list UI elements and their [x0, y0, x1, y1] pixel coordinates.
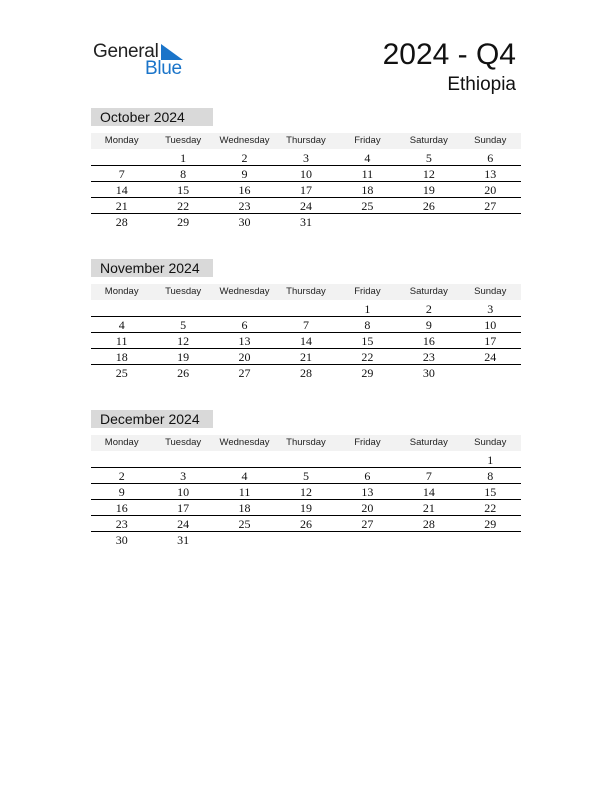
day-cell: 14 — [422, 485, 435, 499]
weekday-label: Sunday — [474, 135, 507, 146]
day-cell — [214, 301, 275, 316]
day-cell — [214, 532, 275, 548]
day-cell — [460, 532, 521, 548]
day-cell — [398, 214, 459, 230]
day-cell: 29 — [484, 517, 497, 531]
week-row — [91, 452, 521, 468]
weekday-label: Thursday — [286, 286, 326, 297]
day-cell: 13 — [484, 167, 497, 181]
day-cell: 18 — [361, 183, 374, 197]
day-cell: 20 — [238, 350, 251, 364]
month-title: December 2024 — [91, 410, 213, 428]
day-cell: 28 — [115, 215, 128, 229]
day-cell: 3 — [487, 302, 494, 316]
week-row — [91, 532, 521, 548]
day-cell: 26 — [299, 517, 312, 531]
day-cell: 7 — [425, 469, 432, 483]
day-cell — [152, 301, 213, 316]
weekday-label: Saturday — [409, 286, 448, 297]
day-cell: 10 — [299, 167, 312, 181]
day-cell: 31 — [299, 215, 312, 229]
day-cell: 5 — [302, 469, 309, 483]
day-cell: 26 — [177, 366, 190, 380]
month-block — [91, 410, 521, 548]
week-row — [91, 349, 521, 365]
month-title: October 2024 — [91, 108, 213, 126]
day-cell: 18 — [115, 350, 128, 364]
day-cell: 12 — [299, 485, 312, 499]
day-cell: 8 — [487, 469, 494, 483]
generalblue-logo — [93, 41, 193, 81]
day-cell: 2 — [241, 151, 248, 165]
day-cell: 30 — [115, 533, 128, 547]
week-row — [91, 365, 521, 381]
day-cell: 12 — [422, 167, 435, 181]
day-cell: 22 — [484, 501, 497, 515]
day-cell: 30 — [238, 215, 251, 229]
day-cell: 3 — [302, 151, 309, 165]
day-cell: 19 — [422, 183, 435, 197]
week-row — [91, 484, 521, 500]
month-title: November 2024 — [91, 259, 213, 277]
week-row — [91, 468, 521, 484]
day-cell: 3 — [180, 469, 187, 483]
weekday-label: Tuesday — [165, 135, 202, 146]
day-cell: 14 — [299, 334, 312, 348]
day-cell: 21 — [115, 199, 128, 213]
weekday-header-row — [91, 435, 521, 451]
day-cell: 6 — [487, 151, 494, 165]
day-cell: 24 — [484, 350, 497, 364]
week-row — [91, 317, 521, 333]
day-cell: 5 — [180, 318, 187, 332]
weekday-label: Thursday — [286, 437, 326, 448]
day-cell: 6 — [241, 318, 248, 332]
page-title: 2024 - Q4 — [382, 38, 516, 71]
day-cell: 12 — [177, 334, 190, 348]
day-cell: 24 — [299, 199, 312, 213]
day-cell: 28 — [422, 517, 435, 531]
day-cell: 17 — [299, 183, 312, 197]
day-cell: 2 — [425, 302, 432, 316]
day-cell: 31 — [177, 533, 190, 547]
week-row — [91, 301, 521, 317]
country-label: Ethiopia — [447, 74, 516, 95]
day-cell: 25 — [115, 366, 128, 380]
day-cell: 7 — [302, 318, 309, 332]
day-cell: 16 — [422, 334, 435, 348]
day-cell: 16 — [115, 501, 128, 515]
weekday-label: Monday — [104, 437, 139, 448]
month-block — [91, 108, 521, 230]
day-cell: 25 — [238, 517, 251, 531]
day-cell: 15 — [361, 334, 374, 348]
day-cell: 2 — [118, 469, 125, 483]
day-cell: 9 — [118, 485, 125, 499]
weekday-label: Sunday — [474, 286, 507, 297]
weekday-label: Tuesday — [165, 286, 202, 297]
day-cell: 21 — [299, 350, 312, 364]
day-cell: 29 — [361, 366, 374, 380]
weekday-label: Tuesday — [165, 437, 202, 448]
weekday-header-row — [91, 284, 521, 300]
week-row — [91, 333, 521, 349]
day-cell — [460, 214, 521, 230]
day-cell: 27 — [361, 517, 374, 531]
day-cell: 27 — [238, 366, 251, 380]
weekday-label: Monday — [104, 286, 139, 297]
weekday-label: Wednesday — [219, 437, 270, 448]
day-cell: 11 — [115, 334, 128, 348]
weekday-label: Friday — [354, 135, 381, 146]
day-cell — [398, 532, 459, 548]
day-cell: 13 — [361, 485, 374, 499]
day-cell: 5 — [425, 151, 432, 165]
weekday-label: Wednesday — [219, 135, 270, 146]
week-row — [91, 150, 521, 166]
day-cell: 19 — [299, 501, 312, 515]
day-cell: 20 — [484, 183, 497, 197]
day-cell: 15 — [484, 485, 497, 499]
day-cell: 22 — [361, 350, 374, 364]
day-cell: 20 — [361, 501, 374, 515]
day-cell — [398, 452, 459, 467]
logo-word-general: General — [93, 41, 159, 62]
week-row — [91, 516, 521, 532]
weekday-label: Wednesday — [219, 286, 270, 297]
day-cell: 8 — [180, 167, 187, 181]
week-row — [91, 198, 521, 214]
month-block — [91, 259, 521, 381]
day-cell — [91, 452, 152, 467]
week-row — [91, 500, 521, 516]
day-cell — [337, 452, 398, 467]
day-cell: 9 — [425, 318, 432, 332]
day-cell: 19 — [177, 350, 190, 364]
day-cell — [337, 532, 398, 548]
day-cell — [91, 150, 152, 165]
day-cell — [275, 452, 336, 467]
weekday-header-row — [91, 133, 521, 149]
day-cell: 24 — [177, 517, 190, 531]
day-cell: 7 — [118, 167, 125, 181]
weekday-label: Monday — [104, 135, 139, 146]
day-cell: 10 — [484, 318, 497, 332]
day-cell: 25 — [361, 199, 374, 213]
day-cell: 11 — [238, 485, 251, 499]
day-cell: 22 — [177, 199, 190, 213]
day-cell: 4 — [241, 469, 248, 483]
weekday-label: Sunday — [474, 437, 507, 448]
day-cell: 11 — [361, 167, 374, 181]
day-cell: 15 — [177, 183, 190, 197]
day-cell: 17 — [177, 501, 190, 515]
day-cell — [275, 532, 336, 548]
day-cell: 23 — [238, 199, 251, 213]
logo-word-blue: Blue — [145, 58, 182, 79]
week-row — [91, 182, 521, 198]
week-row — [91, 166, 521, 182]
day-cell: 1 — [180, 151, 187, 165]
day-cell — [152, 452, 213, 467]
weekday-label: Friday — [354, 286, 381, 297]
day-cell: 13 — [238, 334, 251, 348]
weekday-label: Thursday — [286, 135, 326, 146]
day-cell: 10 — [177, 485, 190, 499]
day-cell: 29 — [177, 215, 190, 229]
day-cell: 30 — [422, 366, 435, 380]
day-cell: 6 — [364, 469, 371, 483]
day-cell: 26 — [422, 199, 435, 213]
day-cell — [337, 214, 398, 230]
day-cell: 1 — [364, 302, 371, 316]
day-cell — [275, 301, 336, 316]
day-cell: 18 — [238, 501, 251, 515]
weekday-label: Saturday — [409, 135, 448, 146]
day-cell: 23 — [115, 517, 128, 531]
day-cell: 23 — [422, 350, 435, 364]
day-cell — [214, 452, 275, 467]
day-cell: 4 — [364, 151, 371, 165]
day-cell: 8 — [364, 318, 371, 332]
day-cell: 27 — [484, 199, 497, 213]
day-cell — [460, 365, 521, 381]
day-cell: 28 — [299, 366, 312, 380]
day-cell: 4 — [118, 318, 125, 332]
weekday-label: Saturday — [409, 437, 448, 448]
week-row — [91, 214, 521, 230]
day-cell: 21 — [422, 501, 435, 515]
day-cell — [91, 301, 152, 316]
day-cell: 9 — [241, 167, 248, 181]
day-cell: 1 — [487, 453, 494, 467]
day-cell: 14 — [115, 183, 128, 197]
day-cell: 16 — [238, 183, 251, 197]
day-cell: 17 — [484, 334, 497, 348]
weekday-label: Friday — [354, 437, 381, 448]
